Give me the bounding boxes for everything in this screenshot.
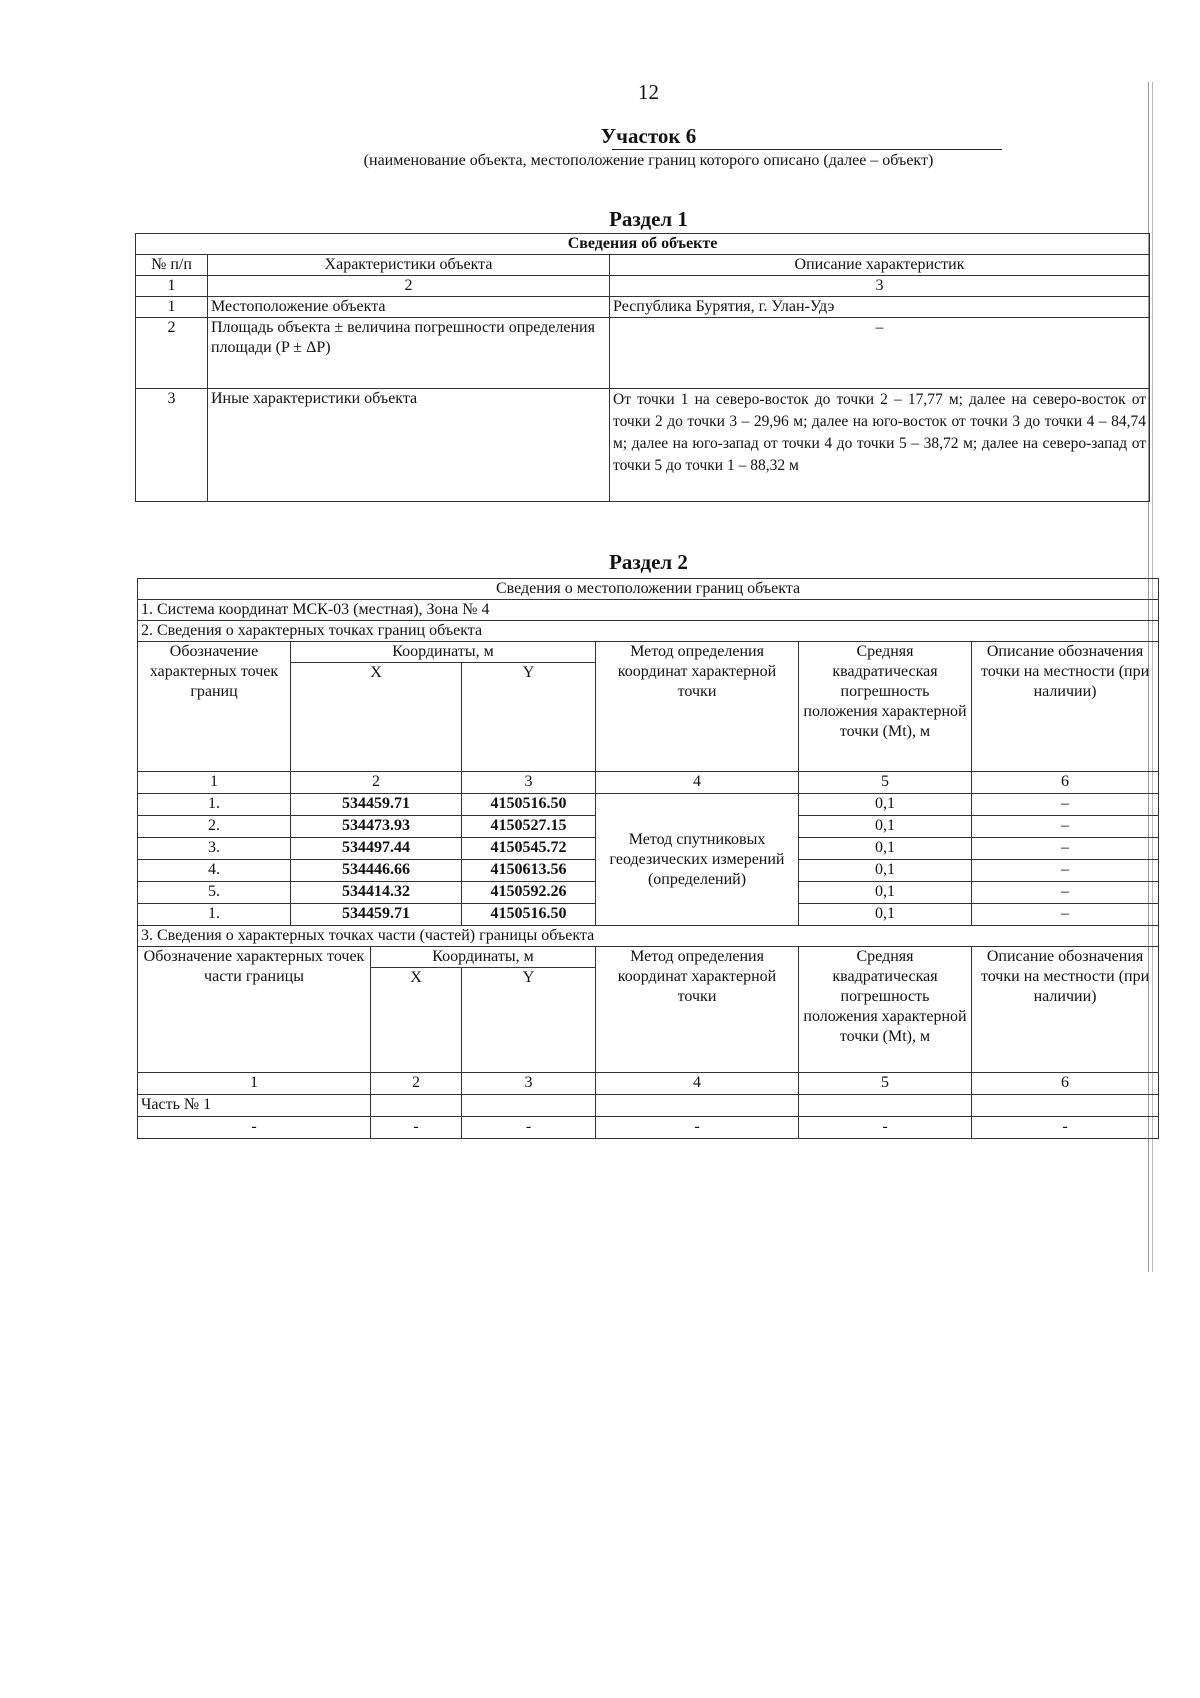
point-mt: 0,1 [799, 838, 972, 860]
table-row [136, 297, 1150, 318]
header-description: Описание обозначения точки на местности (при наличии) [972, 642, 1159, 772]
col-number: 4 [596, 1073, 799, 1095]
part-label: Часть № 1 [138, 1095, 371, 1117]
row-value: – [610, 318, 1150, 389]
point-y: 4150527.15 [462, 816, 596, 838]
method-cell: Метод спутниковых геодезических измерений (определений) [596, 794, 799, 926]
coord-system: 1. Система координат МСК-03 (местная), Зона № 4 [138, 600, 1159, 621]
boundary-table [137, 578, 1159, 1139]
col-number: 2 [291, 772, 462, 794]
point-desc: – [972, 816, 1159, 838]
point-desc: – [972, 882, 1159, 904]
point-x: 534459.71 [291, 794, 462, 816]
point-id: 5. [138, 882, 291, 904]
col-number: 3 [462, 1073, 596, 1095]
point-row [138, 794, 1159, 816]
part-cell: - [596, 1117, 799, 1139]
object-info-table [135, 233, 1150, 502]
point-id: 2. [138, 816, 291, 838]
section2-heading: Раздел 2 [609, 550, 688, 574]
parts-header-x: X [371, 968, 462, 1073]
point-y: 4150592.26 [462, 882, 596, 904]
col-number: 2 [208, 276, 610, 297]
point-y: 4150516.50 [462, 794, 596, 816]
part-cell: - [138, 1117, 371, 1139]
point-id: 3. [138, 838, 291, 860]
col-number: 5 [799, 772, 972, 794]
point-desc: – [972, 904, 1159, 926]
point-x: 534446.66 [291, 860, 462, 882]
point-mt: 0,1 [799, 904, 972, 926]
document-title: Участок 6 [600, 124, 697, 148]
col-number: 6 [972, 772, 1159, 794]
title-underline [612, 149, 1002, 150]
part-cell: - [972, 1117, 1159, 1139]
point-id: 4. [138, 860, 291, 882]
header-method: Метод определения координат характерной точки [596, 642, 799, 772]
table-row [136, 318, 1150, 389]
col-number: 4 [596, 772, 799, 794]
point-x: 534459.71 [291, 904, 462, 926]
page-number: 12 [638, 80, 659, 104]
col-number: 1 [138, 772, 291, 794]
point-id: 1. [138, 904, 291, 926]
col-header-description: Описание характеристик [610, 255, 1150, 276]
header-designation: Обозначение характерных точек границ [138, 642, 291, 772]
part-cell: - [371, 1117, 462, 1139]
object-info-title: Сведения об объекте [136, 234, 1150, 255]
point-desc: – [972, 838, 1159, 860]
point-y: 4150516.50 [462, 904, 596, 926]
part-cell: - [799, 1117, 972, 1139]
row-number: 1 [136, 297, 208, 318]
col-number: 6 [972, 1073, 1159, 1095]
col-number: 1 [136, 276, 208, 297]
boundary-title: Сведения о местоположении границ объекта [138, 579, 1159, 600]
parts-header-y: Y [462, 968, 596, 1073]
header-error: Средняя квадратическая погрешность положения характерной точки (Mt), м [799, 642, 972, 772]
document-subtitle: (наименование объекта, местоположение границ которого описано (далее – объект) [363, 152, 934, 169]
col-number: 3 [462, 772, 596, 794]
point-mt: 0,1 [799, 794, 972, 816]
header-y: Y [462, 663, 596, 772]
point-mt: 0,1 [799, 860, 972, 882]
row-value: От точки 1 на северо-восток до точки 2 – 17,77 м; далее на северо-восток от точки 2 до точки 3 – 29,96 м; далее на юго-восток от точки 3 до точки 4 – 84,74 м; далее на юго-запад от точки 4 до точки 5 – 38,72 м; далее на северо-запад от точки 5 до точки 1 – 88,32 м [610, 389, 1150, 502]
part-label-row [138, 1095, 1159, 1117]
point-y: 4150545.72 [462, 838, 596, 860]
point-mt: 0,1 [799, 816, 972, 838]
parts-header-error: Средняя квадратическая погрешность положения характерной точки (Mt), м [799, 947, 972, 1073]
parts-header-description: Описание обозначения точки на местности (при наличии) [972, 947, 1159, 1073]
points-title: 2. Сведения о характерных точках границ объекта [138, 621, 1159, 642]
point-x: 534497.44 [291, 838, 462, 860]
col-header-characteristic: Характеристики объекта [208, 255, 610, 276]
header-coords: Координаты, м [291, 642, 596, 663]
point-mt: 0,1 [799, 882, 972, 904]
row-number: 2 [136, 318, 208, 389]
col-number: 3 [610, 276, 1150, 297]
row-characteristic: Иные характеристики объекта [208, 389, 610, 502]
parts-title: 3. Сведения о характерных точках части (частей) границы объекта [138, 926, 1159, 947]
col-number: 1 [138, 1073, 371, 1095]
row-value: Республика Бурятия, г. Улан-Удэ [610, 297, 1150, 318]
point-desc: – [972, 860, 1159, 882]
point-desc: – [972, 794, 1159, 816]
header-x: X [291, 663, 462, 772]
col-number: 2 [371, 1073, 462, 1095]
point-x: 534473.93 [291, 816, 462, 838]
parts-header-coords: Координаты, м [371, 947, 596, 968]
point-y: 4150613.56 [462, 860, 596, 882]
part-row [138, 1117, 1159, 1139]
point-x: 534414.32 [291, 882, 462, 904]
part-cell: - [462, 1117, 596, 1139]
row-characteristic: Местоположение объекта [208, 297, 610, 318]
point-id: 1. [138, 794, 291, 816]
col-number: 5 [799, 1073, 972, 1095]
parts-header-method: Метод определения координат характерной точки [596, 947, 799, 1073]
parts-header-designation: Обозначение характерных точек части границы [138, 947, 371, 1073]
col-header-number: № п/п [136, 255, 208, 276]
row-characteristic: Площадь объекта ± величина погрешности определения площади (P ± ΔP) [208, 318, 610, 389]
section1-heading: Раздел 1 [609, 207, 688, 231]
row-number: 3 [136, 389, 208, 502]
table-row [136, 389, 1150, 502]
